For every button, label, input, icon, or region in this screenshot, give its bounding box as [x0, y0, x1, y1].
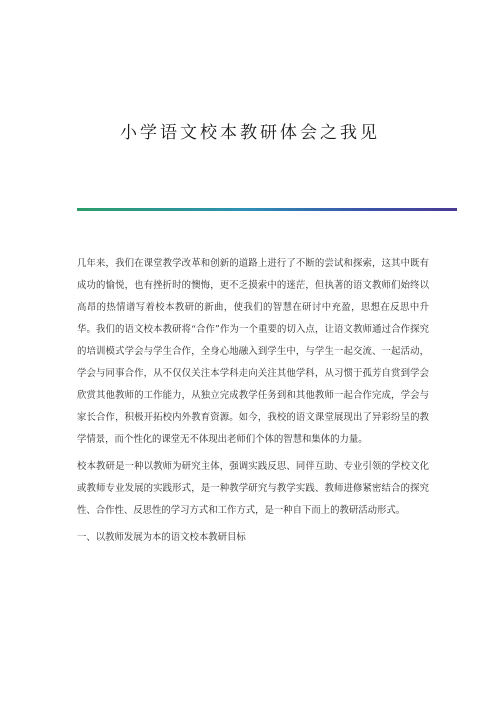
paragraph: 校本教研是一种以教师为研究主体，强调实践反思、同伴互助、专业引领的学校文化或教师专业发展的实践形式，是一种教学研究与教学实践、教师进修紧密结合的探究性、合作性、反思性的学习方式和工作方式，是一种自下而上的教研活动形式。	[77, 461, 429, 516]
paragraph: 几年来，我们在课堂教学改革和创新的道路上进行了不断的尝试和探索，这其中既有成功的愉悦，也有挫折时的懊悔，更不乏摸索中的迷茫，但执著的语文教师们始终以高昂的热情谱写着校本教研的新曲，使我们的智慧在研讨中充盈，思想在反思中升华。我们的语文校本教研将“合作”作为一个重要的切入点，让语文教师通过合作探究的培训模式学会与学生合作，全身心地融入到学生中，与学生一起交流、一起活动，学会与同事合作，从不仅仅关注本学科走向关注其他学科，从习惯于孤芳自赏到学会欣赏其他教师的工作能力，从独立完成教学任务到和其他教师一起合作完成，学会与家长合作，积极开拓校内外教育资源。如今，我校的语文课堂展现出了异彩纷呈的教学情景，而个性化的课堂无不体现出老师们个体的智慧和集体的力量。	[77, 258, 429, 445]
document-body	[77, 253, 429, 554]
document-title: 小学语文校本教研体会之我见	[120, 123, 380, 143]
title-divider	[77, 208, 457, 211]
section-heading: 一、以教师发展为本的语文校本教研目标	[77, 532, 246, 543]
